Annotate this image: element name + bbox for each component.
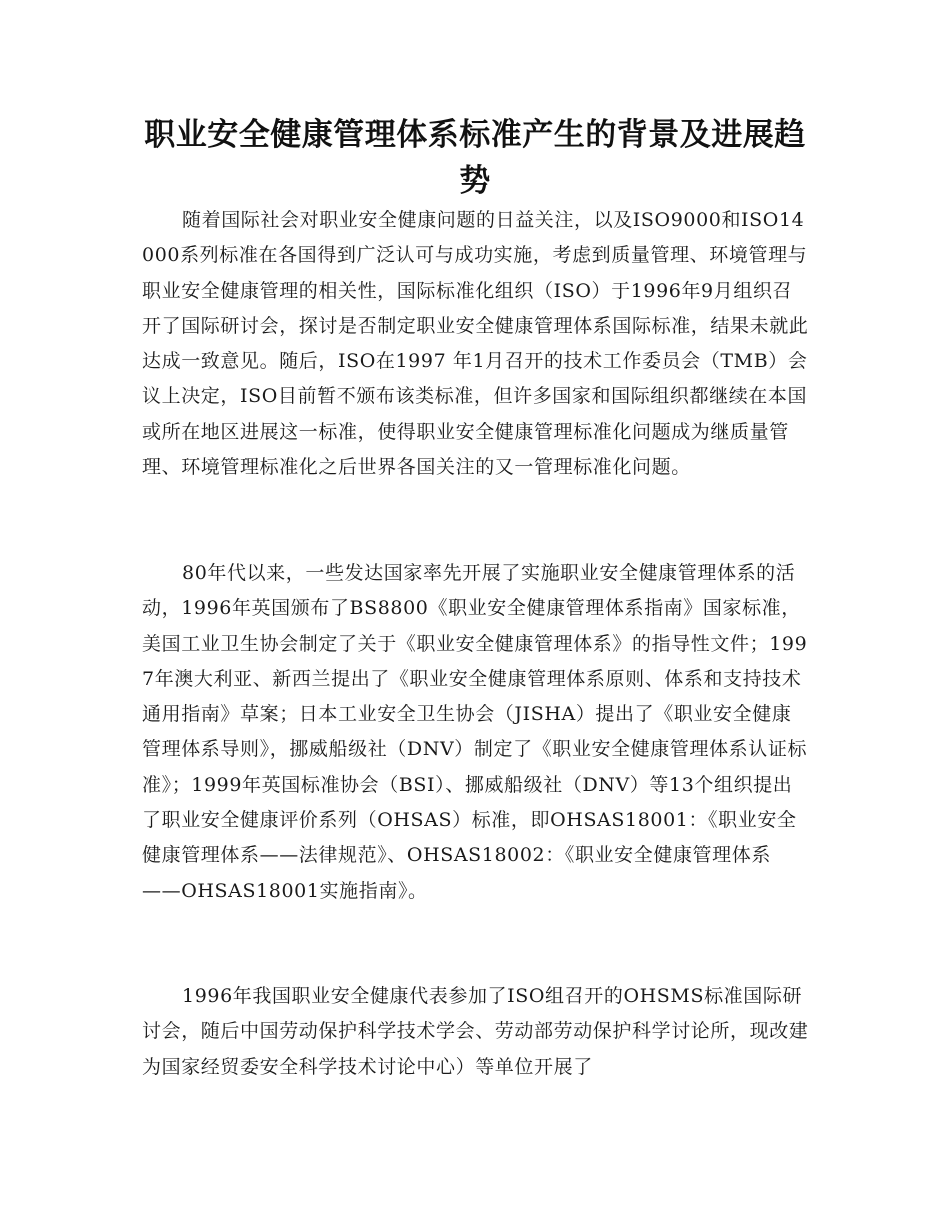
paragraph-2: 80年代以来，一些发达国家率先开展了实施职业安全健康管理体系的活动，1996年英国颁布了BS8800《职业安全健康管理体系指南》国家标准，美国工业卫生协会制定了关于《职业安全健康管理体系》的指导性文件；1997年澳大利亚、新西兰提出了《职业安全健康管理体系原则、体系和支持技术通用指南》草案；日本工业安全卫生协会（JISHA）提出了《职业安全健康管理体系导则》，挪威船级社（DNV）制定了《职业安全健康管理体系认证标准》；1999年英国标准协会（BSI）、挪威船级社（DNV）等13个组织提出了职业安全健康评价系列（OHSAS）标准，即OHSAS18001：《职业安全健康管理体系——法律规范》、OHSAS18002：《职业安全健康管理体系——OHSAS18001实施指南》。 — [142, 562, 808, 902]
paragraph-1: 随着国际社会对职业安全健康问题的日益关注，以及ISO9000和ISO14000系列标准在各国得到广泛认可与成功实施，考虑到质量管理、环境管理与职业安全健康管理的相关性，国际标准化组织（ISO）于1996年9月组织召开了国际研讨会，探讨是否制定职业安全健康管理体系国际标准，结果未就此达成一致意见。随后，ISO在1997 年1月召开的技术工作委员会（TMB）会议上决定，ISO目前暂不颁布该类标准，但许多国家和国际组织都继续在本国或所在地区进展这一标准，使得职业安全健康管理标准化问题成为继质量管理、环境管理标准化之后世界各国关注的又一管理标准化问题。 — [142, 209, 809, 479]
document-title: 职业安全健康管理体系标准产生的背景及进展趋势 — [144, 117, 806, 199]
paragraph-3: 1996年我国职业安全健康代表参加了ISO组召开的OHSMS标准国际研讨会，随后中国劳动保护科学技术学会、劳动部劳动保护科学讨论所，现改建为国家经贸委安全科学技术讨论中心）等单位开展了 — [142, 985, 809, 1078]
